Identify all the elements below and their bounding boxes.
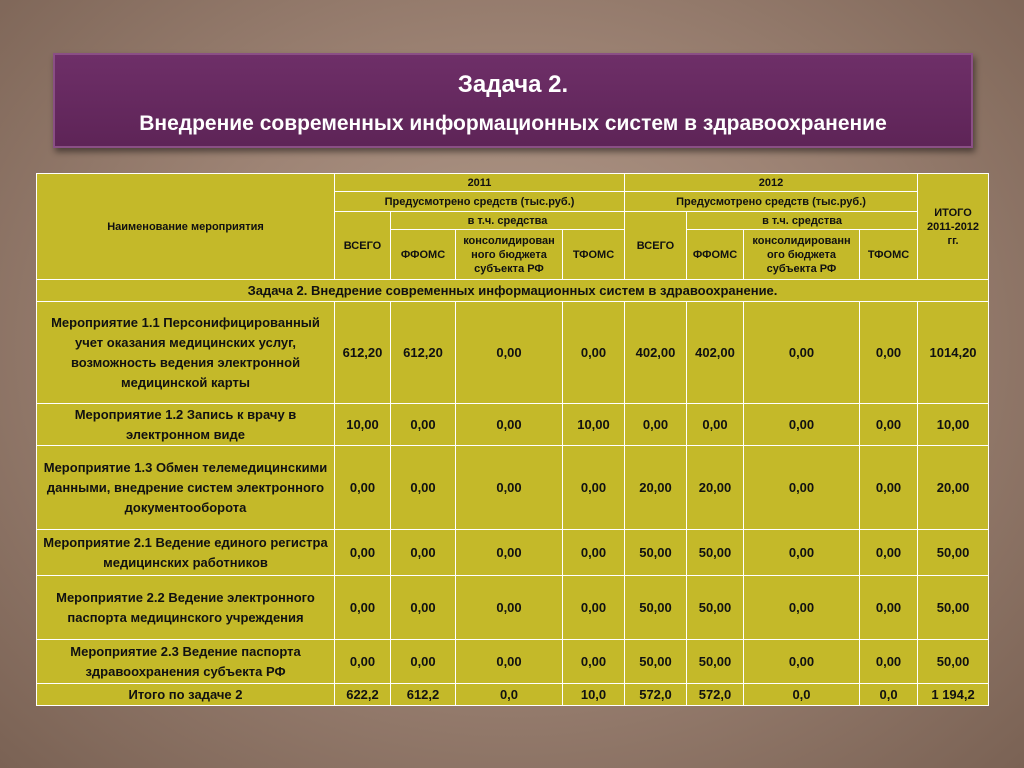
cell-value: 50,00 xyxy=(687,576,744,640)
header-total-2012: ВСЕГО xyxy=(625,212,687,280)
cell-value: 0,00 xyxy=(563,640,625,684)
total-value: 0,0 xyxy=(860,684,918,706)
header-year-2012: 2012 xyxy=(625,174,918,192)
header-consolidated-2011: консолидирован ного бюджета субъекта РФ xyxy=(456,230,563,280)
cell-value: 50,00 xyxy=(687,640,744,684)
cell-value: 0,00 xyxy=(860,446,918,530)
table-row xyxy=(37,446,989,530)
cell-value: 50,00 xyxy=(918,640,989,684)
total-row xyxy=(37,684,989,706)
cell-value: 0,00 xyxy=(860,404,918,446)
cell-value: 0,00 xyxy=(687,404,744,446)
cell-value: 0,00 xyxy=(744,530,860,576)
cell-value: 50,00 xyxy=(918,530,989,576)
total-value: 572,0 xyxy=(687,684,744,706)
cell-value: 0,00 xyxy=(456,640,563,684)
slide-subtitle: Внедрение современных информационных систем в здравоохранение xyxy=(139,112,887,135)
header-year-2011: 2011 xyxy=(335,174,625,192)
table-row xyxy=(37,576,989,640)
row-name: Мероприятие 2.2 Ведение электронного паспорта медицинского учреждения xyxy=(37,576,335,640)
cell-value: 20,00 xyxy=(687,446,744,530)
header-total-2011: ВСЕГО xyxy=(335,212,391,280)
cell-value: 0,00 xyxy=(744,576,860,640)
cell-value: 50,00 xyxy=(625,530,687,576)
total-value: 622,2 xyxy=(335,684,391,706)
header-tfoms-2011: ТФОМС xyxy=(563,230,625,280)
cell-value: 612,20 xyxy=(335,302,391,404)
cell-value: 10,00 xyxy=(918,404,989,446)
cell-value: 402,00 xyxy=(687,302,744,404)
cell-value: 0,00 xyxy=(625,404,687,446)
cell-value: 0,00 xyxy=(391,640,456,684)
cell-value: 10,00 xyxy=(335,404,391,446)
header-ffoms-2011: ФФОМС xyxy=(391,230,456,280)
cell-value: 612,20 xyxy=(391,302,456,404)
header-name-col: Наименование мероприятия xyxy=(37,174,335,280)
funding-table xyxy=(36,173,989,706)
cell-value: 0,00 xyxy=(744,640,860,684)
total-value: 572,0 xyxy=(625,684,687,706)
header-including-2012: в т.ч. средства xyxy=(687,212,918,230)
cell-value: 0,00 xyxy=(456,530,563,576)
cell-value: 50,00 xyxy=(625,640,687,684)
total-value: 0,0 xyxy=(456,684,563,706)
cell-value: 1014,20 xyxy=(918,302,989,404)
cell-value: 20,00 xyxy=(625,446,687,530)
table-row xyxy=(37,640,989,684)
header-consolidated-2012: консолидированн ого бюджета субъекта РФ xyxy=(744,230,860,280)
cell-value: 0,00 xyxy=(335,640,391,684)
cell-value: 10,00 xyxy=(563,404,625,446)
total-value: 1 194,2 xyxy=(918,684,989,706)
cell-value: 0,00 xyxy=(744,404,860,446)
total-value: 0,0 xyxy=(744,684,860,706)
cell-value: 402,00 xyxy=(625,302,687,404)
title-box xyxy=(53,53,973,148)
task-heading-row: Задача 2. Внедрение современных информационных систем в здравоохранение. xyxy=(37,280,989,302)
cell-value: 0,00 xyxy=(391,404,456,446)
cell-value: 0,00 xyxy=(744,446,860,530)
cell-value: 0,00 xyxy=(456,404,563,446)
cell-value: 50,00 xyxy=(625,576,687,640)
header-tfoms-2012: ТФОМС xyxy=(860,230,918,280)
cell-value: 0,00 xyxy=(391,446,456,530)
cell-value: 0,00 xyxy=(563,576,625,640)
cell-value: 0,00 xyxy=(456,302,563,404)
row-name: Мероприятие 1.2 Запись к врачу в электронном виде xyxy=(37,404,335,446)
total-value: 612,2 xyxy=(391,684,456,706)
total-label: Итого по задаче 2 xyxy=(37,684,335,706)
row-name: Мероприятие 2.3 Ведение паспорта здравоохранения субъекта РФ xyxy=(37,640,335,684)
header-ffoms-2012: ФФОМС xyxy=(687,230,744,280)
cell-value: 0,00 xyxy=(335,446,391,530)
cell-value: 0,00 xyxy=(391,530,456,576)
row-name: Мероприятие 1.3 Обмен телемедицинскими данными, внедрение систем электронного документооборота xyxy=(37,446,335,530)
cell-value: 0,00 xyxy=(744,302,860,404)
cell-value: 0,00 xyxy=(456,446,563,530)
cell-value: 0,00 xyxy=(456,576,563,640)
cell-value: 0,00 xyxy=(860,576,918,640)
table-row xyxy=(37,404,989,446)
row-name: Мероприятие 1.1 Персонифицированный учет оказания медицинских услуг, возможность ведения электронной медицинской карты xyxy=(37,302,335,404)
cell-value: 20,00 xyxy=(918,446,989,530)
header-including-2011: в т.ч. средства xyxy=(391,212,625,230)
cell-value: 0,00 xyxy=(860,302,918,404)
header-funds-2012: Предусмотрено средств (тыс.руб.) xyxy=(625,192,918,212)
cell-value: 0,00 xyxy=(563,446,625,530)
row-name: Мероприятие 2.1 Ведение единого регистра медицинских работников xyxy=(37,530,335,576)
header-itogo: ИТОГО 2011-2012 гг. xyxy=(918,174,989,280)
cell-value: 0,00 xyxy=(335,576,391,640)
cell-value: 0,00 xyxy=(860,640,918,684)
table-row xyxy=(37,302,989,404)
header-funds-2011: Предусмотрено средств (тыс.руб.) xyxy=(335,192,625,212)
cell-value: 0,00 xyxy=(563,302,625,404)
cell-value: 50,00 xyxy=(687,530,744,576)
slide-title: Задача 2. xyxy=(457,71,569,98)
cell-value: 50,00 xyxy=(918,576,989,640)
table-row xyxy=(37,530,989,576)
cell-value: 0,00 xyxy=(563,530,625,576)
cell-value: 0,00 xyxy=(335,530,391,576)
total-value: 10,0 xyxy=(563,684,625,706)
cell-value: 0,00 xyxy=(860,530,918,576)
cell-value: 0,00 xyxy=(391,576,456,640)
